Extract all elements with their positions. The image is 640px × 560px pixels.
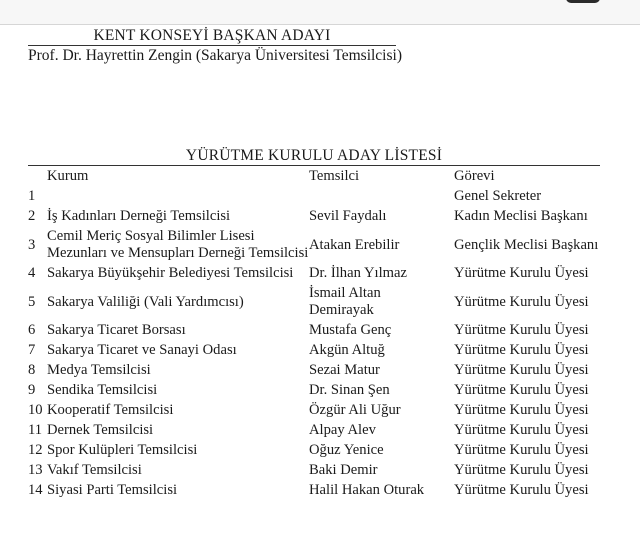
table-row: [28, 284, 600, 321]
row-temsilci: Dr. Sinan Şen: [309, 382, 390, 398]
row-kurum: Vakıf Temsilcisi: [47, 462, 142, 478]
table-row: [28, 441, 600, 461]
table-header-row: [28, 167, 600, 187]
column-header-no: [28, 167, 47, 187]
row-number: 8: [28, 362, 36, 378]
row-temsilci: Oğuz Yenice: [309, 442, 384, 458]
row-temsilci: Mustafa Genç: [309, 322, 392, 338]
table-row: [28, 227, 600, 264]
row-kurum: Siyasi Parti Temsilcisi: [47, 482, 178, 498]
device-corner-mark: [566, 0, 600, 3]
row-gorevi: Yürütme Kurulu Üyesi: [454, 362, 589, 378]
row-number: 12: [28, 442, 43, 458]
row-kurum: Sakarya Büyükşehir Belediyesi Temsilcisi: [47, 265, 294, 281]
column-header-kurum: Kurum: [47, 168, 89, 184]
row-temsilci: Atakan Erebilir: [309, 236, 400, 253]
row-temsilci: Sezai Matur: [309, 362, 380, 378]
row-number: 4: [28, 265, 36, 281]
table-row: [28, 264, 600, 284]
row-number: 1: [28, 188, 36, 204]
row-temsilci: Özgür Ali Uğur: [309, 402, 401, 418]
row-kurum: Sakarya Ticaret ve Sanayi Odası: [47, 342, 237, 358]
table-row: [28, 361, 600, 381]
top-edge-strip: [0, 0, 640, 25]
candidate-heading-underline: [28, 45, 396, 46]
row-gorevi: Yürütme Kurulu Üyesi: [454, 265, 589, 281]
candidate-heading: KENT KONSEYİ BAŞKAN ADAYI: [93, 27, 331, 44]
row-gorevi: Yürütme Kurulu Üyesi: [454, 482, 589, 498]
row-number: 9: [28, 382, 36, 398]
row-temsilci: Dr. İlhan Yılmaz: [309, 265, 407, 281]
row-gorevi: Yürütme Kurulu Üyesi: [454, 422, 589, 438]
table-row: [28, 207, 600, 227]
row-number: 3: [28, 236, 36, 253]
row-number: 5: [28, 293, 36, 310]
table-body: [28, 187, 600, 501]
row-kurum: Sakarya Ticaret Borsası: [47, 322, 186, 338]
table-row: [28, 401, 600, 421]
candidate-list-table: [28, 167, 600, 501]
list-title: YÜRÜTME KURULU ADAY LİSTESİ: [185, 147, 443, 164]
row-number: 13: [28, 462, 43, 478]
row-gorevi: Kadın Meclisi Başkanı: [454, 208, 588, 224]
row-temsilci: [309, 187, 454, 207]
row-number: 14: [28, 482, 43, 498]
row-kurum: Cemil Meriç Sosyal Bilimler Lisesi Mezunları ve Mensupları Derneği Temsilcisi: [47, 228, 309, 261]
row-temsilci: Baki Demir: [309, 462, 378, 478]
row-number: 7: [28, 342, 36, 358]
row-number: 6: [28, 322, 36, 338]
table-row: [28, 187, 600, 207]
row-kurum: Sakarya Valiliği (Vali Yardımcısı): [47, 293, 244, 310]
row-gorevi: Yürütme Kurulu Üyesi: [454, 382, 589, 398]
row-number: 2: [28, 208, 36, 224]
table-row: [28, 461, 600, 481]
row-temsilci: Alpay Alev: [309, 422, 376, 438]
list-title-underline: [28, 165, 600, 166]
row-kurum: İş Kadınları Derneği Temsilcisi: [47, 208, 231, 224]
row-temsilci: İsmail Altan Demirayak: [309, 285, 381, 318]
table-row: [28, 381, 600, 401]
row-kurum: Medya Temsilcisi: [47, 362, 151, 378]
table-row: [28, 341, 600, 361]
candidate-name: Prof. Dr. Hayrettin Zengin (Sakarya Üniversitesi Temsilcisi): [28, 47, 402, 64]
row-temsilci: Halil Hakan Oturak: [309, 482, 425, 498]
row-gorevi: Yürütme Kurulu Üyesi: [454, 342, 589, 358]
row-gorevi: Yürütme Kurulu Üyesi: [454, 462, 589, 478]
table-row: [28, 321, 600, 341]
row-number: 10: [28, 402, 43, 418]
row-gorevi: Yürütme Kurulu Üyesi: [454, 442, 589, 458]
row-kurum: Sendika Temsilcisi: [47, 382, 158, 398]
row-temsilci: Akgün Altuğ: [309, 342, 385, 358]
row-gorevi: Genel Sekreter: [454, 188, 542, 204]
row-kurum: [47, 187, 309, 207]
row-gorevi: Yürütme Kurulu Üyesi: [454, 402, 589, 418]
column-header-temsilci: Temsilci: [309, 168, 360, 184]
row-number: 11: [28, 422, 43, 438]
row-gorevi: Yürütme Kurulu Üyesi: [454, 322, 589, 338]
column-header-gorevi: Görevi: [454, 168, 495, 184]
row-temsilci: Sevil Faydalı: [309, 208, 387, 224]
table-row: [28, 481, 600, 501]
row-gorevi: Gençlik Meclisi Başkanı: [454, 236, 599, 253]
table-row: [28, 421, 600, 441]
row-gorevi: Yürütme Kurulu Üyesi: [454, 293, 589, 310]
row-kurum: Spor Kulüpleri Temsilcisi: [47, 442, 198, 458]
row-kurum: Kooperatif Temsilcisi: [47, 402, 174, 418]
row-kurum: Dernek Temsilcisi: [47, 422, 154, 438]
